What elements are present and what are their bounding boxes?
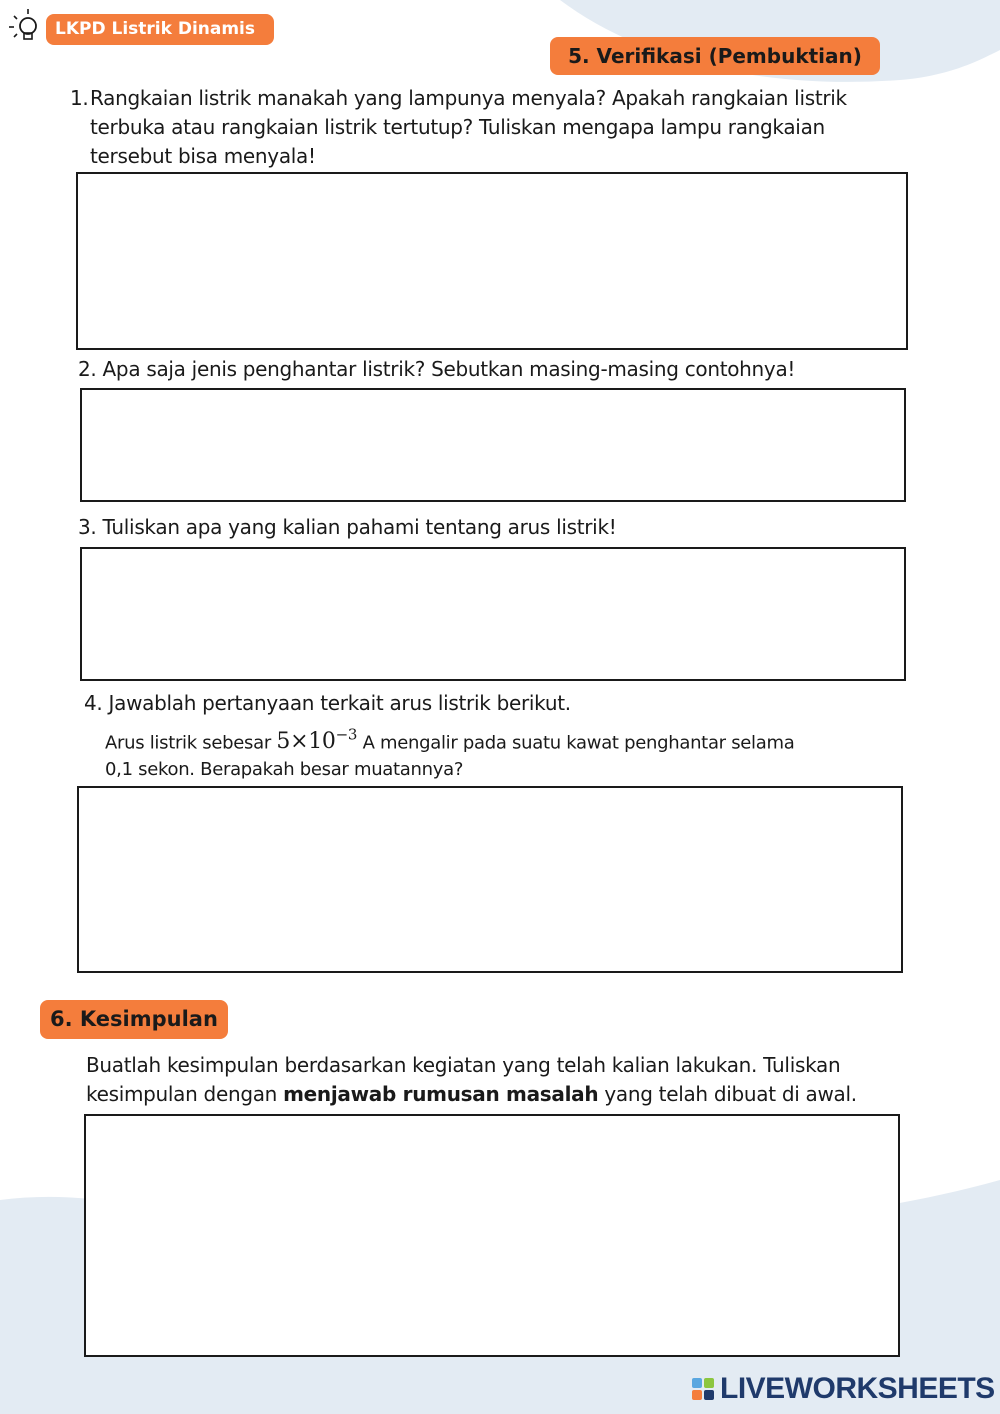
question-text: Apa saja jenis penghantar listrik? Sebutkan masing-masing contohnya! [102,357,796,381]
answer-box-3[interactable] [80,547,906,681]
question-2 [78,355,918,384]
question-number: 4. [84,691,103,715]
question-number: 2. [78,357,97,381]
question-text: Jawablah pertanyaan terkait arus listrik berikut. [108,691,571,715]
question-number: 3. [78,515,97,539]
liveworksheets-logo [692,1372,995,1406]
lightbulb-icon [4,4,48,48]
question-line: Rangkaian listrik manakah yang lampunya menyala? Apakah rangkaian listrik [90,86,847,110]
question-3 [78,513,918,542]
logo-grid-icon [692,1378,714,1400]
worksheet-title-badge: LKPD Listrik Dinamis [46,14,274,45]
question-4-detail [105,722,905,783]
answer-box-4[interactable] [77,786,903,973]
emphasis-text: menjawab rumusan masalah [283,1082,599,1106]
question-4 [84,689,924,718]
detail-text-after: A mengalir pada suatu kawat penghantar selama [362,732,795,754]
section-6-heading: 6. Kesimpulan [40,1000,228,1039]
instruction-line-2: kesimpulan dengan menjawab rumusan masalah yang telah dibuat di awal. [86,1082,857,1106]
question-number: 1. [70,86,89,110]
detail-line-2: 0,1 sekon. Berapakah besar muatannya? [105,759,464,781]
math-expression: $5\times 10^{-3}$ [276,726,358,755]
conclusion-answer-box[interactable] [84,1114,900,1357]
answer-box-1[interactable] [76,172,908,350]
question-line: tersebut bisa menyala! [90,144,316,168]
answer-box-2[interactable] [80,388,906,502]
conclusion-instructions [86,1051,946,1109]
detail-text-before: Arus listrik sebesar [105,732,271,754]
question-line: terbuka atau rangkaian listrik tertutup? Tuliskan mengapa lampu rangkaian [90,115,825,139]
question-text: Tuliskan apa yang kalian pahami tentang arus listrik! [102,515,617,539]
instruction-line-1: Buatlah kesimpulan berdasarkan kegiatan yang telah kalian lakukan. Tuliskan [86,1053,841,1077]
logo-text: LIVEWORKSHEETS [720,1372,995,1405]
question-1 [70,84,910,171]
section-5-heading: 5. Verifikasi (Pembuktian) [550,37,880,75]
